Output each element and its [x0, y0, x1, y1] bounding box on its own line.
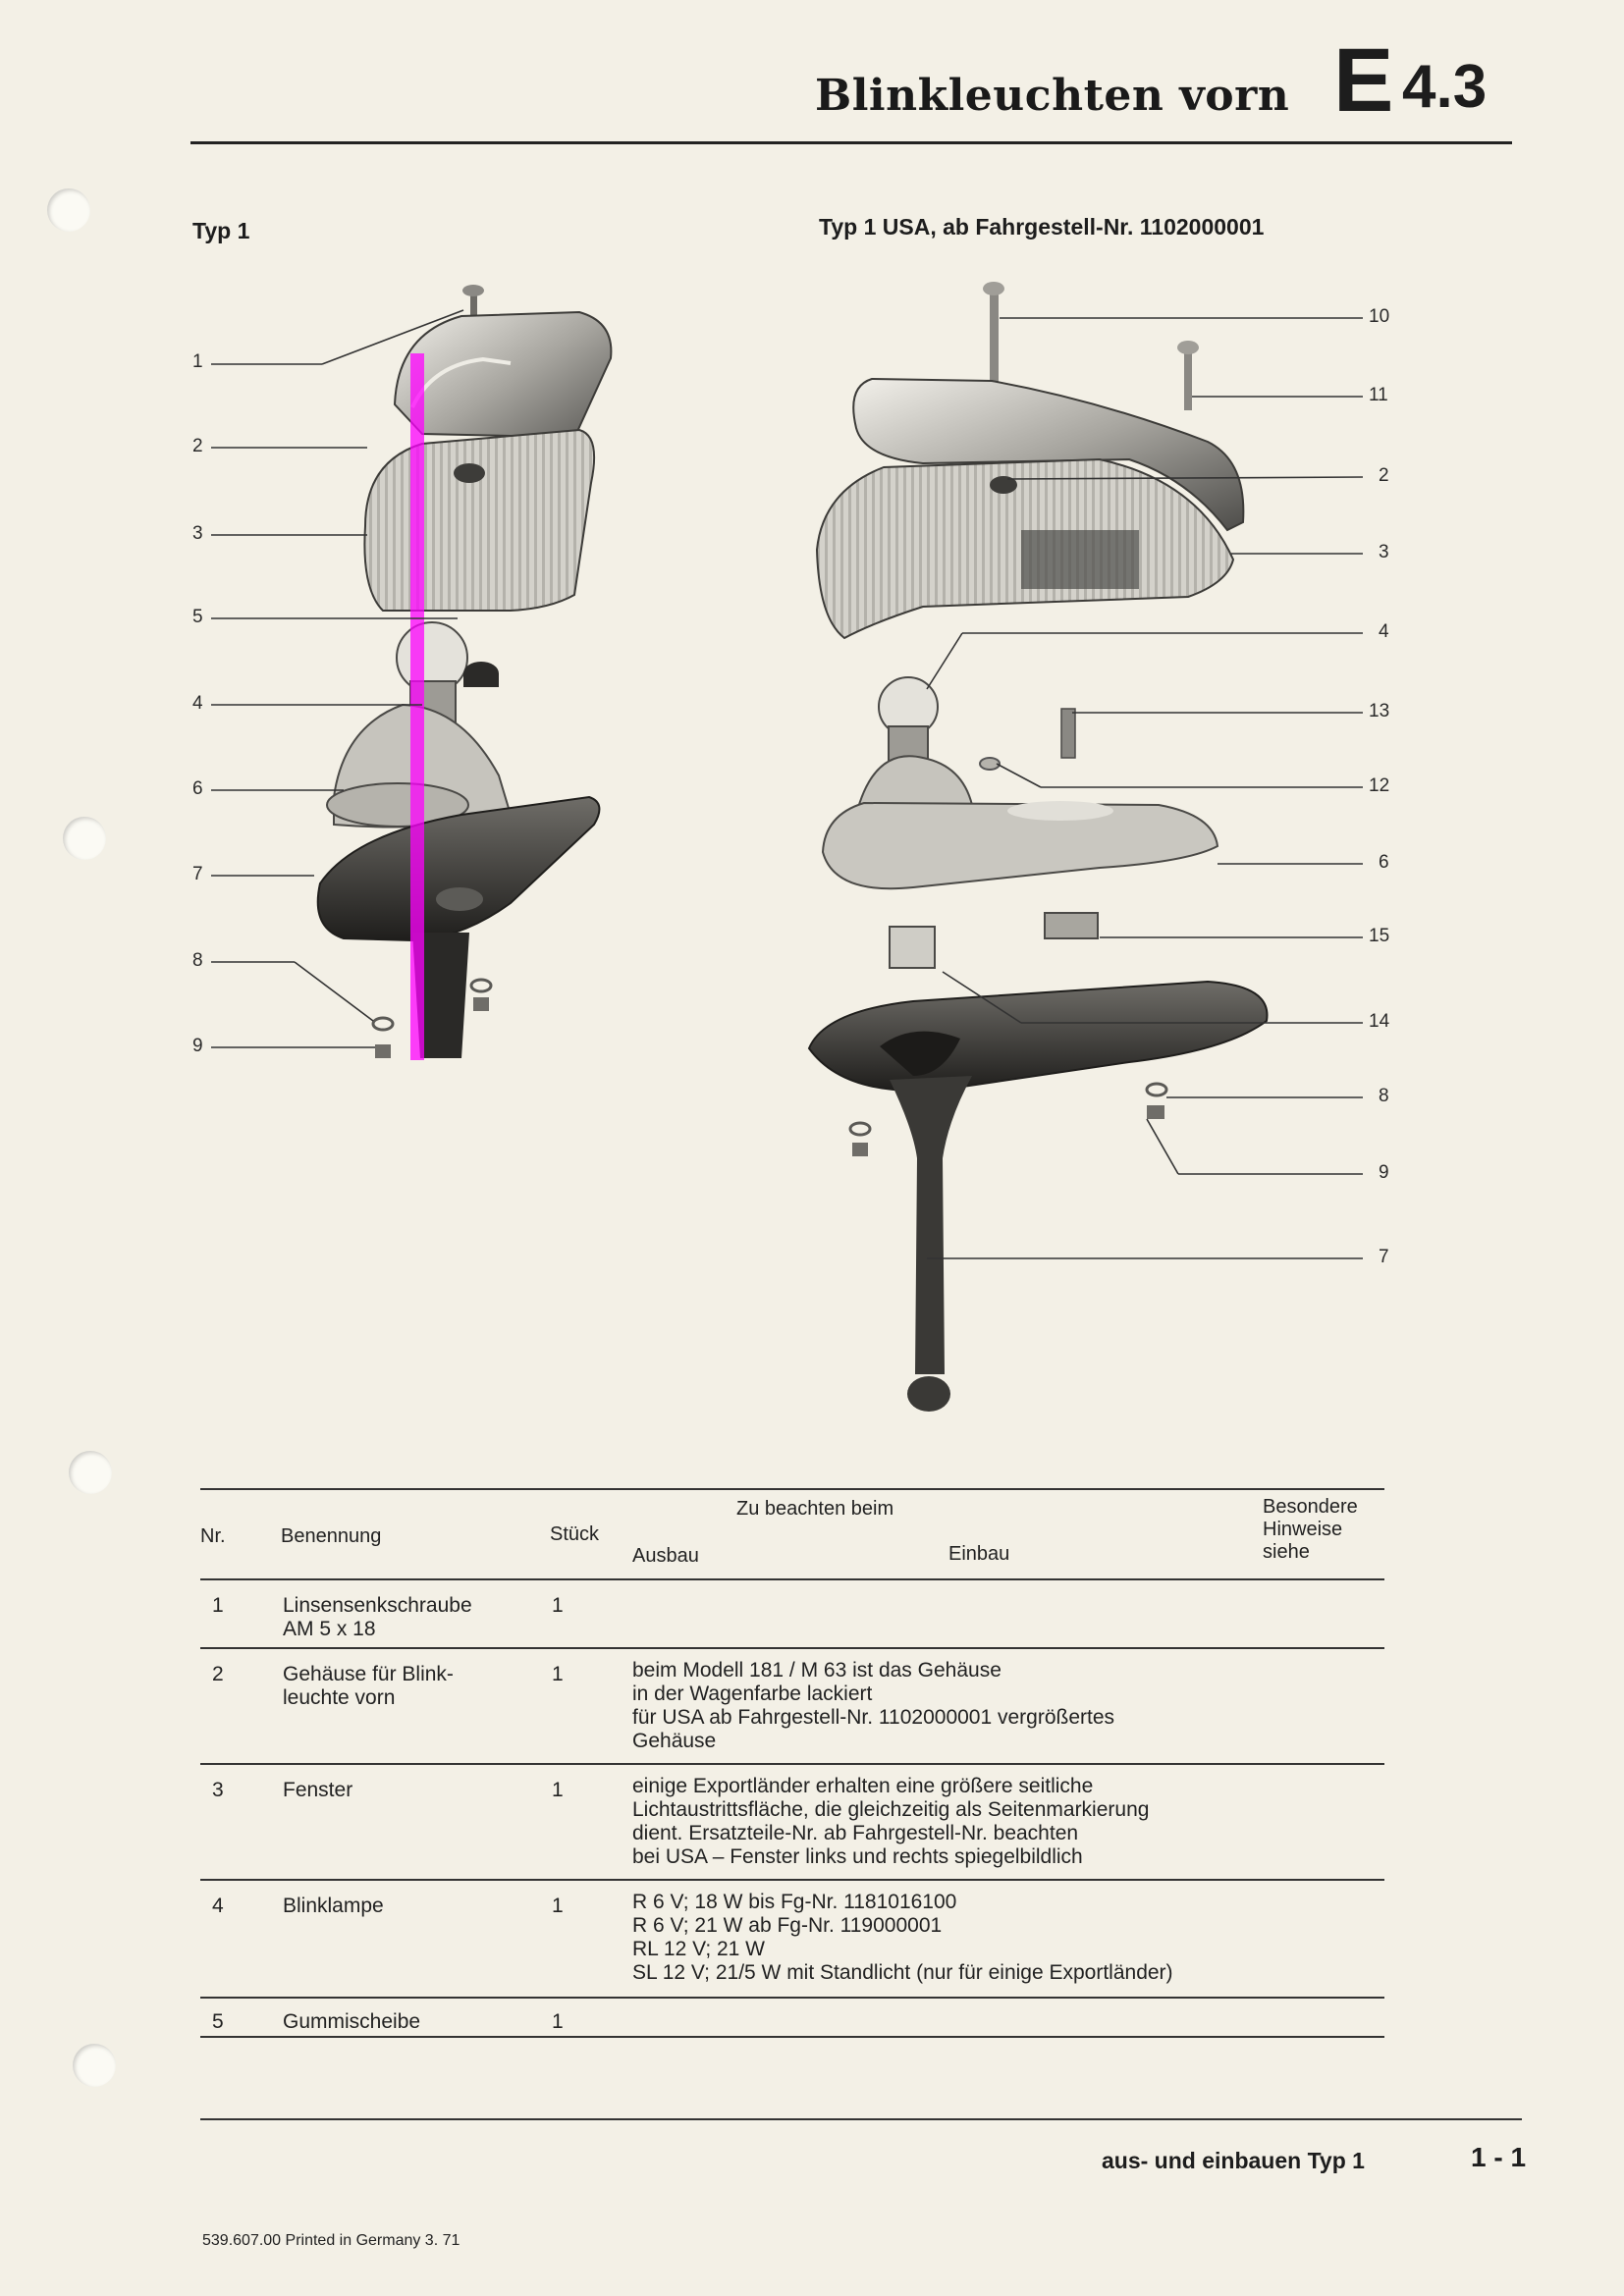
callout-left-2: 2 — [192, 436, 203, 456]
header-install: Einbau — [948, 1543, 1010, 1565]
callout-left-3: 3 — [192, 523, 203, 544]
row-5-name: Gummischeibe — [283, 2010, 421, 2033]
callout-right-12: 12 — [1369, 775, 1390, 796]
row-1-nr: 1 — [212, 1594, 224, 1617]
header-removal: Ausbau — [632, 1545, 699, 1567]
callout-left-9: 9 — [192, 1036, 203, 1056]
right-rubber-base — [809, 982, 1268, 1412]
callout-right-15: 15 — [1369, 926, 1390, 946]
callout-right-9: 9 — [1379, 1162, 1389, 1183]
callout-left-4: 4 — [192, 693, 203, 714]
row-3-rule — [200, 1879, 1384, 1881]
scan-artifact-stripe — [410, 353, 424, 1060]
header-name: Benennung — [281, 1525, 382, 1547]
callout-left-5: 5 — [192, 607, 203, 627]
row-5-qty: 1 — [552, 2010, 564, 2033]
callout-right-6: 6 — [1379, 852, 1389, 873]
callout-right-7: 7 — [1379, 1247, 1389, 1267]
right-long-screw — [983, 282, 1004, 387]
row-3-qty: 1 — [552, 1779, 564, 1801]
footer-rule — [200, 2118, 1522, 2120]
footer-caption: aus- und einbauen Typ 1 — [1102, 2148, 1365, 2173]
table-top-rule — [200, 1488, 1384, 1490]
header-qty: Stück — [550, 1523, 600, 1545]
callout-left-7: 7 — [192, 864, 203, 884]
page-title: Blinkleuchten vorn — [815, 71, 1290, 121]
row-5-nr: 5 — [212, 2010, 224, 2033]
header-nr: Nr. — [200, 1525, 226, 1547]
figure-heading-right: Typ 1 USA, ab Fahrgestell-Nr. 1102000001 — [819, 214, 1265, 240]
callout-right-14: 14 — [1369, 1011, 1390, 1032]
row-2-nr: 2 — [212, 1663, 224, 1685]
row-4-qty: 1 — [552, 1895, 564, 1917]
row-5-rule — [200, 2036, 1384, 2038]
row-1-name: Linsensenkschraube AM 5 x 18 — [283, 1594, 472, 1640]
left-lens — [364, 430, 594, 611]
row-1-qty: 1 — [552, 1594, 564, 1617]
row-4-text: R 6 V; 18 W bis Fg-Nr. 1181016100 R 6 V; 21 W ab Fg-Nr. 119000001 RL 12 V; 21 W SL 12 V; 21/5 W mit Standlicht (nur für einige Exportländer) — [632, 1891, 1173, 1984]
callout-right-2: 2 — [1379, 465, 1389, 486]
row-2-qty: 1 — [552, 1663, 564, 1685]
right-connectors — [890, 913, 1098, 968]
section-letter: E — [1333, 30, 1394, 131]
callout-right-3: 3 — [1379, 542, 1389, 562]
row-2-rule — [200, 1763, 1384, 1765]
callout-left-6: 6 — [192, 778, 203, 799]
row-2-name: Gehäuse für Blink- leuchte vorn — [283, 1663, 454, 1709]
callout-right-8: 8 — [1379, 1086, 1389, 1106]
right-side-marker-bulb — [1061, 709, 1075, 758]
callout-right-11: 11 — [1369, 385, 1388, 405]
figure-heading-left: Typ 1 — [192, 218, 250, 243]
row-4-name: Blinklampe — [283, 1895, 384, 1917]
left-rubber-washer — [463, 662, 499, 687]
callout-right-4: 4 — [1379, 621, 1389, 642]
callout-right-13: 13 — [1369, 701, 1390, 721]
header-bottom-rule — [200, 1578, 1384, 1580]
right-bulb-socket — [856, 677, 972, 815]
row-3-name: Fenster — [283, 1779, 353, 1801]
row-3-text: einige Exportländer erhalten eine größere seitliche Lichtaustrittsfläche, die gleichzeitig als Seitenmarkierung dient. Ersatzteile-Nr. ab Fahrgestell-Nr. beachten bei USA – Fenster links und rechts spiegelbildlich — [632, 1775, 1150, 1868]
left-rubber-base — [318, 797, 600, 1058]
right-lens — [817, 459, 1233, 638]
header-notes: Besondere Hinweise siehe — [1263, 1496, 1358, 1563]
callout-left-8: 8 — [192, 950, 203, 971]
header-group: Zu beachten beim — [736, 1498, 894, 1520]
right-base-plate — [823, 801, 1218, 888]
right-short-screw — [1177, 341, 1199, 410]
page-number: 1 - 1 — [1471, 2142, 1527, 2172]
row-4-nr: 4 — [212, 1895, 224, 1917]
print-info: 539.607.00 Printed in Germany 3. 71 — [202, 2232, 460, 2249]
punch-hole-bottom — [73, 2044, 116, 2087]
callout-right-10: 10 — [1369, 306, 1390, 327]
section-number: 4.3 — [1402, 53, 1488, 121]
callout-left-1: 1 — [192, 351, 203, 372]
row-2-text: beim Modell 181 / M 63 ist das Gehäuse in der Wagenfarbe lackiert für USA ab Fahrgestell-Nr. 1102000001 vergrößertes Gehäuse — [632, 1659, 1115, 1752]
row-3-nr: 3 — [212, 1779, 224, 1801]
row-4-rule — [200, 1997, 1384, 1999]
row-1-rule — [200, 1647, 1384, 1649]
